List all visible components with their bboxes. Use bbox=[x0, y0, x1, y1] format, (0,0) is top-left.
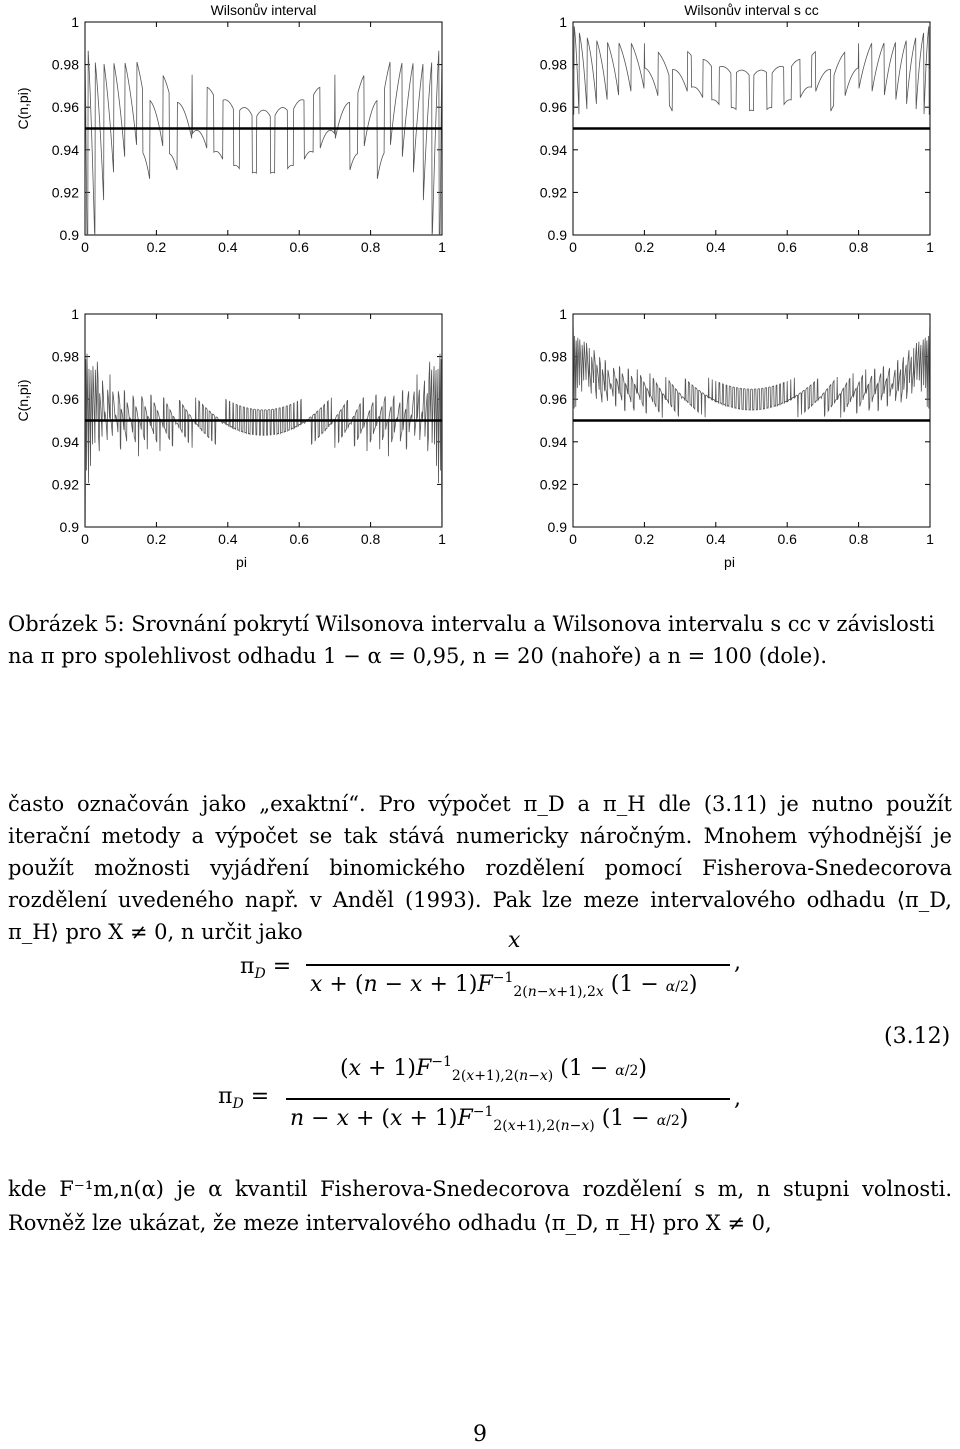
y-axis-label: C(n,pi) bbox=[15, 87, 31, 130]
numerator-1: x bbox=[508, 928, 521, 953]
x-tick-label: 0.4 bbox=[706, 531, 726, 547]
y-tick-label: 0.96 bbox=[539, 391, 567, 408]
y-tick-label: 1 bbox=[71, 14, 79, 30]
page-number: 9 bbox=[473, 1422, 487, 1447]
denominator-2: $n - x + (x + 1)F^{-1}_{2(x+1),2(n-x)}$ (1 − α/2) bbox=[290, 1104, 689, 1134]
x-tick-label: 0.8 bbox=[360, 239, 381, 255]
x-tick-label: 0 bbox=[569, 531, 577, 547]
y-tick-label: 0.98 bbox=[539, 56, 567, 73]
coverage-figure bbox=[0, 0, 960, 580]
pi-d-lhs-1: $\pi_D$ = bbox=[240, 954, 292, 982]
y-tick-label: 0.98 bbox=[539, 348, 567, 365]
paragraph-text: často označován jako „exaktní“. Pro výpočet π_D a π_H dle (3.11) je nutno použít iterační metody a výpočet se tak stává numericky náročným. Mnohem výhodnější je použít možnosti vyjádření binomického rozdělení pomocí Fisherova-Snedecorova rozdělení uvedeného např. v Anděl (1993). Pak lze meze intervalového odhadu ⟨π_D, π_H⟩ pro X ≠ 0, n určit jako bbox=[8, 792, 952, 944]
denominator-1: $x + (n - x + 1)F^{-1}_{2(n-x+1),2x}$ (1 − α/2) bbox=[310, 970, 698, 1000]
body-paragraph bbox=[8, 788, 952, 948]
x-tick-label: 1 bbox=[438, 531, 446, 547]
coverage-line bbox=[85, 354, 441, 527]
numerator-2: $(x + 1)F^{-1}_{2(x+1),2(n-x)}$ (1 − α/2) bbox=[340, 1054, 647, 1084]
coverage-line bbox=[573, 326, 929, 418]
x-tick-label: 0.2 bbox=[634, 531, 655, 547]
coverage-line bbox=[573, 26, 929, 114]
x-tick-label: 1 bbox=[926, 531, 934, 547]
x-tick-label: 1 bbox=[926, 239, 934, 255]
y-tick-label: 0.94 bbox=[51, 141, 79, 158]
y-tick-label: 0.96 bbox=[51, 99, 79, 116]
y-tick-label: 1 bbox=[559, 306, 567, 322]
y-tick-label: 1 bbox=[71, 306, 79, 322]
y-tick-label: 0.94 bbox=[51, 433, 79, 450]
x-tick-label: 0.2 bbox=[146, 239, 167, 255]
caption-text: Obrázek 5: Srovnání pokrytí Wilsonova intervalu a Wilsonova intervalu s cc v závislosti na π pro spolehlivost odhadu 1 − α = 0,95, n = 20 (nahoře) a n = 100 (dole). bbox=[8, 612, 935, 668]
y-tick-label: 0.9 bbox=[59, 519, 79, 535]
x-tick-label: 0 bbox=[81, 531, 89, 547]
fraction-bar-2 bbox=[286, 1098, 730, 1100]
pi-d-lhs-2: $\pi_D$ = bbox=[218, 1084, 270, 1112]
fraction-bar-1 bbox=[306, 964, 730, 966]
x-tick-label: 0 bbox=[569, 239, 577, 255]
x-tick-label: 0.8 bbox=[360, 531, 381, 547]
x-tick-label: 0.2 bbox=[146, 531, 167, 547]
comma-2: , bbox=[734, 1086, 741, 1111]
panel-title: Wilsonův interval bbox=[210, 2, 317, 18]
paragraph2-text: kde F⁻¹m,n(α) je α kvantil Fisherova-Snedecorova rozdělení s m, n stupni volnosti. Rovněž lze ukázat, že meze intervalového odhadu ⟨π_D, π_H⟩ pro X ≠ 0, bbox=[8, 1177, 952, 1235]
y-tick-label: 0.94 bbox=[539, 141, 567, 158]
y-axis-label: C(n,pi) bbox=[15, 379, 31, 422]
y-tick-label: 1 bbox=[559, 14, 567, 30]
panel-title: Wilsonův interval s cc bbox=[684, 2, 819, 18]
x-tick-label: 0.8 bbox=[848, 531, 869, 547]
coverage-line bbox=[85, 51, 441, 235]
y-tick-label: 0.92 bbox=[51, 184, 79, 201]
y-tick-label: 0.98 bbox=[51, 56, 79, 73]
y-tick-label: 0.96 bbox=[539, 99, 567, 116]
y-tick-label: 0.94 bbox=[539, 433, 567, 450]
y-tick-label: 0.92 bbox=[539, 184, 567, 201]
x-tick-label: 1 bbox=[438, 239, 446, 255]
y-tick-label: 0.96 bbox=[51, 391, 79, 408]
x-tick-label: 0.8 bbox=[848, 239, 869, 255]
figure-caption bbox=[8, 608, 952, 672]
x-tick-label: 0.6 bbox=[777, 239, 797, 255]
x-tick-label: 0 bbox=[81, 239, 89, 255]
x-tick-label: 0.6 bbox=[289, 239, 309, 255]
x-tick-label: 0.2 bbox=[634, 239, 655, 255]
x-tick-label: 0.4 bbox=[706, 239, 726, 255]
y-tick-label: 0.9 bbox=[59, 227, 79, 243]
y-tick-label: 0.9 bbox=[547, 519, 567, 535]
equation-number: (3.12) bbox=[884, 1024, 951, 1049]
x-axis-label: pi bbox=[724, 554, 735, 570]
x-tick-label: 0.6 bbox=[777, 531, 797, 547]
x-tick-label: 0.4 bbox=[218, 239, 238, 255]
x-tick-label: 0.4 bbox=[218, 531, 238, 547]
x-axis-label: pi bbox=[236, 554, 247, 570]
body-paragraph-2 bbox=[8, 1172, 952, 1240]
x-tick-label: 0.6 bbox=[289, 531, 309, 547]
y-tick-label: 0.92 bbox=[539, 476, 567, 493]
y-tick-label: 0.98 bbox=[51, 348, 79, 365]
y-tick-label: 0.92 bbox=[51, 476, 79, 493]
y-tick-label: 0.9 bbox=[547, 227, 567, 243]
comma-1: , bbox=[734, 950, 741, 975]
